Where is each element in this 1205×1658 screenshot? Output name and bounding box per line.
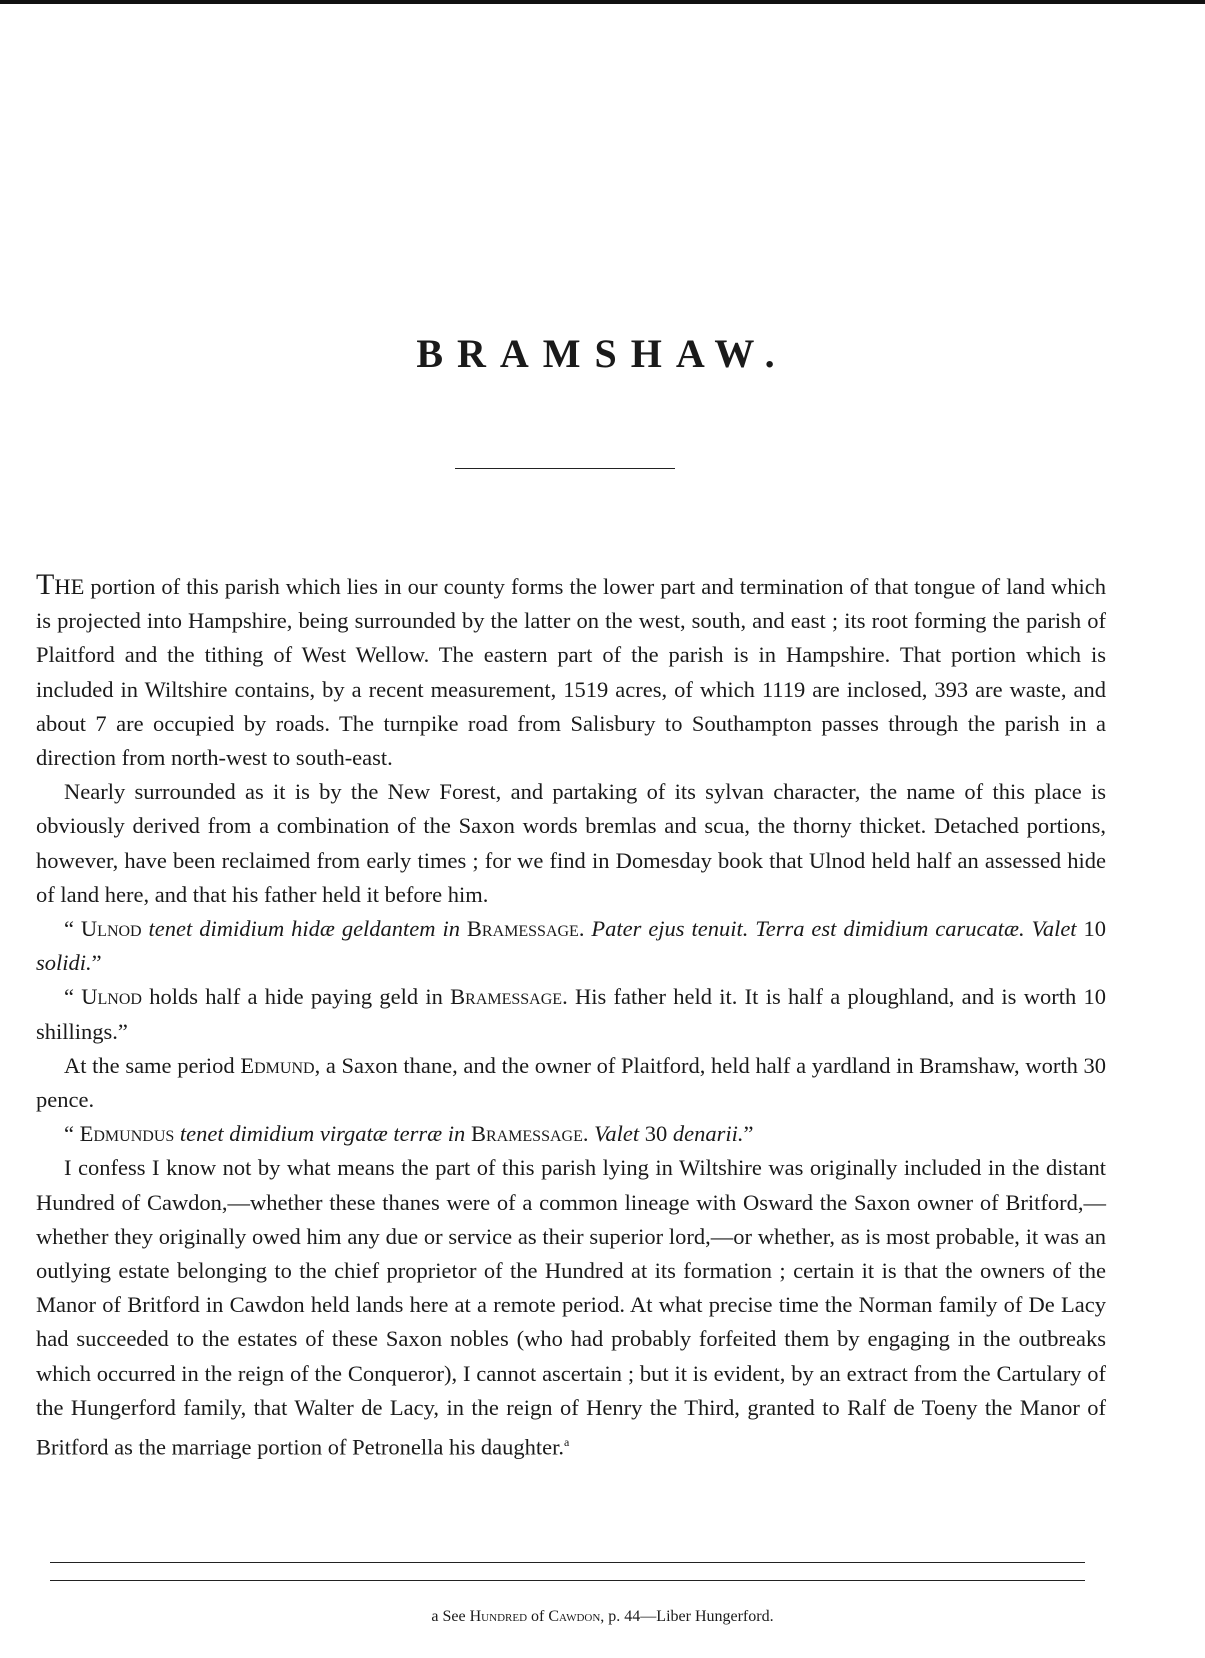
name-edmund: Edmund [240,1052,315,1078]
paragraph-1-text: portion of this parish which lies in our county forms the lower part and termination of that tongue of land which is projected into Hampshire, being surrounded by the latter on the west, south, and east ; its root forming the parish of Plaitford and the tithing of West Wellow. The eastern part of the parish is in Hampshire. That portion which is included in Wiltshire contains, by a recent measurement, 1519 acres, of which 1119 are inclosed, 393 are waste, and about 7 are occupied by roads. The turnpike road from Salisbury to Southampton passes through the parish in a direction from north-west to south-east. [36,574,1106,771]
paragraph-1 [36,568,1106,775]
paragraph-2: Nearly surrounded as it is by the New Forest, and partaking of its sylvan character, the name of this place is obviously derived from a combination of the Saxon words bremlas and scua, the thorny thicket. Detached portions, however, have been reclaimed from early times ; for we find in Domesday book that Ulnod held half an assessed hide of land here, and that his father held it before him. [36,779,1106,907]
footnote: a See Hundred of Cawdon, p. 44—Liber Hungerford. [431,1608,774,1625]
place-bramessage: Bramessage. [470,1121,589,1147]
paragraph-3-quote-latin: “ Ulnod tenet dimidium hidæ geldantem in Bramessage. Pater ejus tenuit. Terra est dimidium carucatæ. Valet 10 solidi.” [36,916,1106,976]
page-title: BRAMSHAW. [416,331,789,376]
footnote-marker: a [431,1608,439,1625]
title-rule [455,468,675,469]
name-edmundus: Edmundus [79,1121,175,1147]
footnote-reference: a [563,1435,570,1450]
place-bramessage: Bramessage. [466,916,585,942]
paragraph-5: At the same period Edmund, a Saxon thane, and the owner of Plaitford, held half a yardland in Bramshaw, worth 30 pence. [36,1052,1106,1113]
paragraph-4-quote-english: “ Ulnod holds half a hide paying geld in Bramessage. His father held it. It is half a ploughland, and is worth 10 shillings.” [36,984,1106,1044]
name-ulnod: Ulnod [81,984,142,1010]
top-border [0,0,1205,4]
paragraph-7: I confess I know not by what means the part of this parish lying in Wiltshire was originally included in the distant Hundred of Cawdon,—whether these thanes were of a common lineage with Osward the Saxon owner of Britford,—whether they originally owed him any due or service as their superior lord,—or whether, as is most probable, it was an outlying estate belonging to the chief proprietor of the Hundred at its formation ; certain it is that the owners of the Manor of Britford in Cawdon held lands here at a remote period. At what precise time the Norman family of De Lacy had succeeded to the estates of these Saxon nobles (who had probably forfeited them by engaging in the outbreaks which occurred in the reign of the Conqueror), I cannot ascertain ; but it is evident, by an extract from the Cartulary of the Hungerford family, that Walter de Lacy, in the reign of Henry the Third, granted to Ralf de Toeny the Manor of Britford as the marriage portion of Petronella his daughter.$^a$ [36,1155,1106,1460]
name-ulnod: Ulnod [80,916,142,942]
footnote-rule-upper [50,1562,1085,1563]
drop-cap: T [36,568,55,601]
footnote-rule-lower [50,1580,1085,1581]
place-bramessage: Bramessage. [450,984,568,1010]
paragraph-6-quote-latin: “ Edmundus tenet dimidium virgatæ terræ in Bramessage. Valet 30 denarii.” [64,1121,754,1147]
body-text [36,568,1106,1465]
drop-cap-rest: HE [54,574,85,599]
